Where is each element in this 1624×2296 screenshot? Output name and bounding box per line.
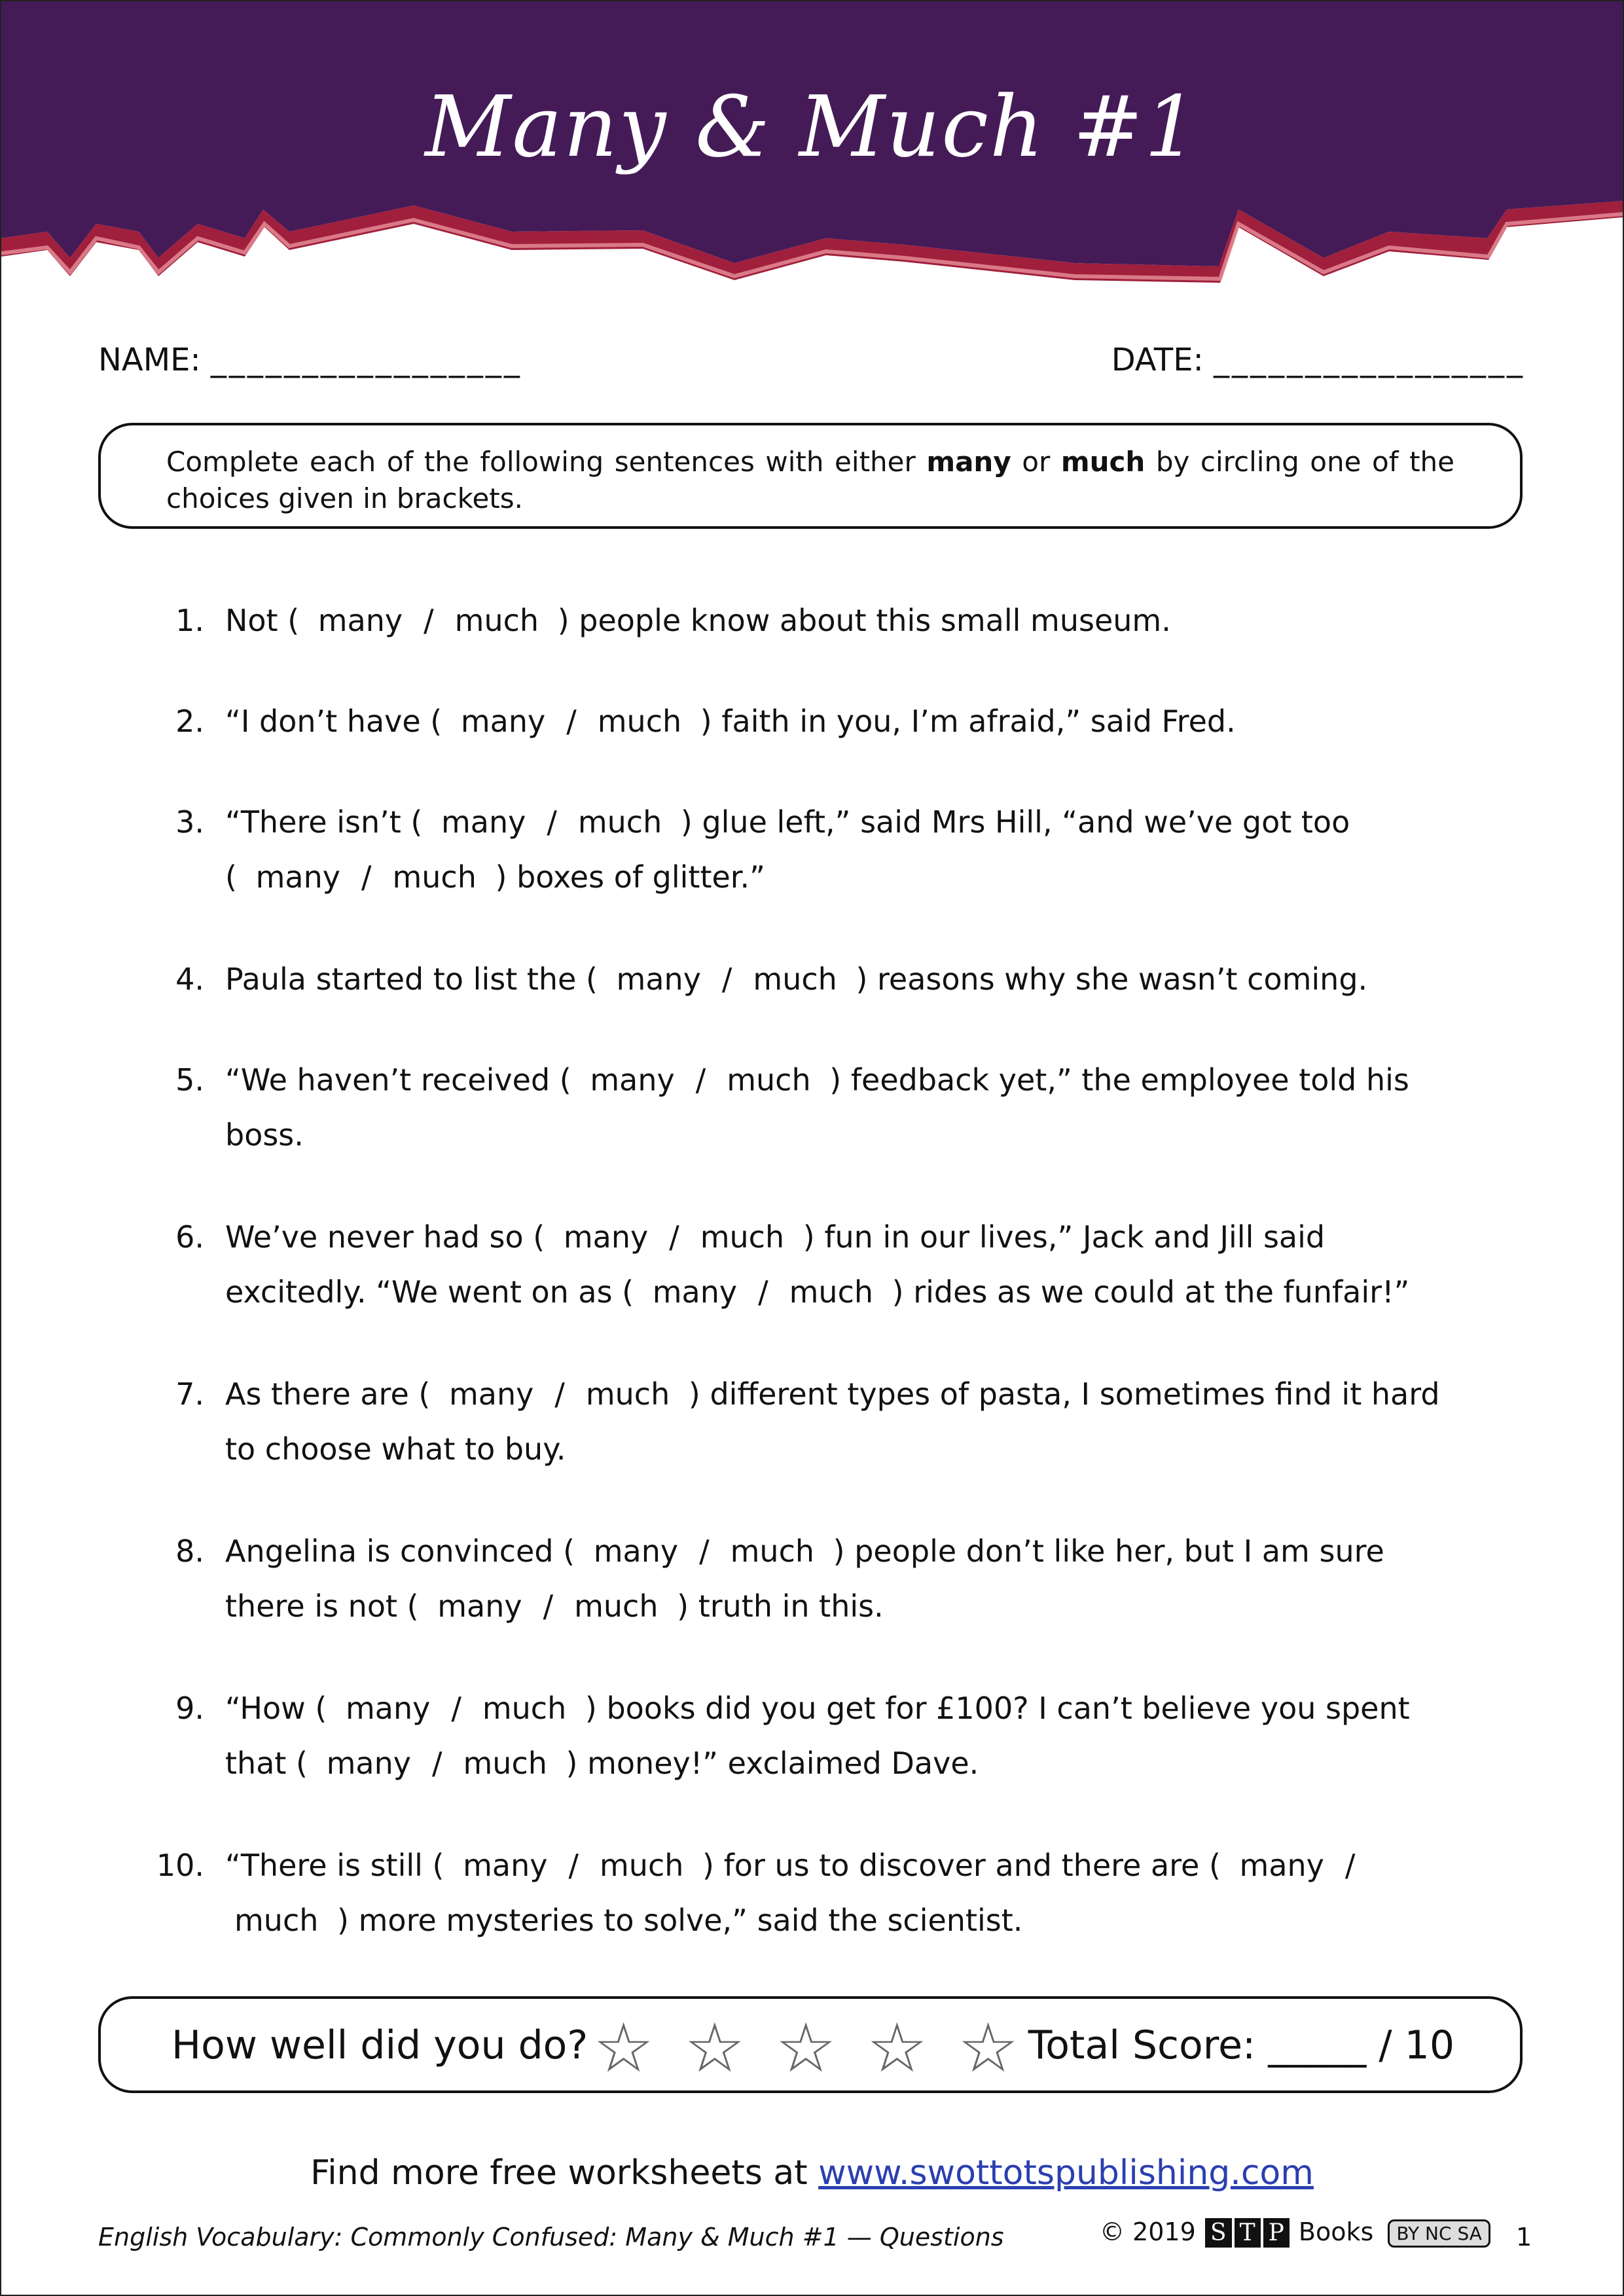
name-field[interactable]: _________________ — [210, 342, 522, 378]
choice-separator: / — [758, 1274, 768, 1310]
question-line — [225, 1736, 1508, 1791]
website-link[interactable]: www.swottotspublishing.com — [818, 2153, 1314, 2193]
sentence-text: “There is still ( — [225, 1848, 454, 1883]
sentence-text: ) different types of pasta, I sometimes find it hard — [679, 1376, 1440, 1412]
question-text — [225, 694, 1508, 749]
question-line — [225, 694, 1508, 749]
sentence-text: ) books did you get for £100? I can’t believe you spent — [575, 1691, 1410, 1726]
choice-separator: / — [1344, 1848, 1356, 1883]
instructions-or: or — [1011, 446, 1061, 478]
sentence-text: there is not ( — [225, 1588, 429, 1624]
sentence-text: “There isn’t ( — [225, 804, 432, 840]
sentence-text: “I don’t have ( — [225, 704, 452, 739]
sentence-text: ) rides as we could at the funfair!” — [882, 1274, 1410, 1310]
choice-separator: / — [361, 859, 372, 895]
sentence-text: ) reasons why she wasn’t coming. — [846, 961, 1368, 997]
question-line — [225, 1681, 1508, 1736]
instructions-word-many: many — [926, 446, 1011, 478]
choice-many[interactable]: many — [317, 603, 403, 638]
question-text — [225, 1052, 1508, 1162]
sentence-text: “How ( — [225, 1691, 336, 1726]
choice-much[interactable]: much — [597, 704, 682, 739]
sentence-text: that ( — [225, 1746, 317, 1781]
sentence-text: ) people don’t like her, but I am sure — [823, 1534, 1384, 1569]
sentence-text: ) money!” exclaimed Dave. — [556, 1746, 979, 1781]
sentence-text: excitedly. “We went on as ( — [225, 1274, 643, 1310]
question-number: 6. — [175, 1219, 204, 1255]
question-line — [225, 1265, 1508, 1319]
sentence-text: ( — [225, 859, 247, 895]
score-prompt: How well did you do? — [171, 2022, 588, 2068]
question-number: 3. — [175, 804, 204, 840]
sentence-text: ) glue left,” said Mrs Hill, “and we’ve got too — [671, 804, 1350, 840]
choice-separator: / — [431, 1746, 442, 1781]
sentence-text: Angelina is convinced ( — [225, 1534, 585, 1569]
footer-brand — [1100, 2217, 1490, 2248]
sentence-text: ) feedback yet,” the employee told his — [820, 1062, 1409, 1098]
question-line — [225, 1893, 1508, 1948]
footer-books: Books — [1298, 2217, 1374, 2246]
license-icon: BY NC SA — [1388, 2219, 1490, 2248]
sentence-text: Not ( — [225, 603, 309, 638]
sentence-text: ) fun in our lives,” Jack and Jill said — [793, 1219, 1326, 1255]
instructions-word-much: much — [1060, 446, 1146, 478]
choice-separator: / — [721, 961, 732, 997]
logo-s: S — [1205, 2218, 1232, 2248]
question-line — [225, 1579, 1508, 1634]
choice-much[interactable]: much — [454, 603, 539, 638]
choice-many[interactable]: many — [1239, 1848, 1324, 1883]
date-group — [1111, 342, 1525, 378]
sentence-text: boss. — [225, 1117, 304, 1153]
sentence-text: “We haven’t received ( — [225, 1062, 581, 1098]
choice-separator: / — [669, 1219, 679, 1255]
sentence-text: As there are ( — [225, 1376, 440, 1412]
choice-separator: / — [547, 804, 557, 840]
choice-many[interactable]: many — [448, 1376, 534, 1412]
choice-many[interactable]: many — [593, 1534, 679, 1569]
question-text — [225, 1524, 1508, 1634]
choice-much[interactable]: much — [482, 1691, 567, 1726]
choice-much[interactable]: much — [234, 1903, 319, 1938]
choice-separator: / — [543, 1588, 554, 1624]
choice-many[interactable]: many — [326, 1746, 411, 1781]
question-line — [225, 850, 1508, 905]
choice-many[interactable]: many — [652, 1274, 738, 1310]
choice-much[interactable]: much — [574, 1588, 659, 1624]
choice-many[interactable]: many — [437, 1588, 522, 1624]
more-text: Find more free worksheets at — [310, 2153, 819, 2193]
question-text — [225, 1681, 1508, 1791]
choice-much[interactable]: much — [577, 804, 662, 840]
choice-separator: / — [699, 1534, 710, 1569]
name-label: NAME: — [98, 342, 201, 378]
choice-separator: / — [566, 704, 577, 739]
question-text — [225, 795, 1508, 905]
instructions-text: Complete each of the following sentences with either — [166, 446, 927, 478]
question-text — [225, 593, 1508, 648]
question-line — [225, 593, 1508, 648]
question-number: 8. — [175, 1534, 204, 1569]
question-number: 7. — [175, 1376, 204, 1412]
choice-many[interactable]: many — [460, 704, 546, 739]
question-line — [225, 1524, 1508, 1579]
question-line — [225, 1838, 1508, 1893]
sentence-text: ) faith in you, I’m afraid,” said Fred. — [691, 704, 1236, 739]
question-text — [225, 1210, 1508, 1319]
choice-much[interactable]: much — [789, 1274, 874, 1310]
choice-separator: / — [424, 603, 434, 638]
choice-many[interactable]: many — [590, 1062, 675, 1098]
sentence-text: ) for us to discover and there are ( — [693, 1848, 1231, 1883]
rating-stars[interactable]: ☆☆☆☆☆ — [593, 2008, 1049, 2088]
choice-much[interactable]: much — [727, 1062, 811, 1098]
choice-many[interactable]: many — [616, 961, 701, 997]
choice-separator: / — [451, 1691, 461, 1726]
sentence-text: to choose what to buy. — [225, 1431, 566, 1467]
choice-much[interactable]: much — [700, 1219, 785, 1255]
question-number: 2. — [175, 704, 204, 739]
choice-many[interactable]: many — [563, 1219, 649, 1255]
question-line — [225, 952, 1508, 1007]
choice-much[interactable]: much — [753, 961, 837, 997]
sentence-text: ) truth in this. — [667, 1588, 884, 1624]
choice-separator: / — [554, 1376, 565, 1412]
sentence-text: Paula started to list the ( — [225, 961, 607, 997]
question-number: 4. — [175, 961, 204, 997]
question-line — [225, 1422, 1508, 1477]
question-number: 1. — [175, 603, 204, 638]
footer-series: English Vocabulary: Commonly Confused: Many & Much #1 — Questions — [98, 2223, 1004, 2251]
footer-copyright: © 2019 — [1100, 2217, 1196, 2246]
choice-much[interactable]: much — [463, 1746, 547, 1781]
choice-much[interactable]: much — [585, 1376, 670, 1412]
question-text — [225, 1367, 1508, 1477]
question-number: 10. — [156, 1848, 204, 1883]
question-line — [225, 1367, 1508, 1422]
date-label: DATE: — [1111, 342, 1204, 378]
question-line — [225, 1107, 1508, 1162]
choice-much[interactable]: much — [392, 859, 477, 895]
choice-separator: / — [695, 1062, 706, 1098]
logo-t: T — [1235, 2218, 1261, 2248]
question-line — [225, 1052, 1508, 1107]
question-text — [225, 1838, 1508, 1948]
choice-many[interactable]: many — [463, 1848, 548, 1883]
name-date-row — [98, 342, 1525, 378]
question-text — [225, 952, 1508, 1007]
page-number: 1 — [1516, 2223, 1532, 2251]
choice-much[interactable]: much — [600, 1848, 684, 1883]
sentence-text: ) people know about this small museum. — [548, 603, 1171, 638]
logo-p: P — [1263, 2218, 1290, 2248]
date-field[interactable]: _________________ — [1214, 342, 1525, 378]
choice-many[interactable]: many — [255, 859, 340, 895]
question-number: 5. — [175, 1062, 204, 1098]
question-line — [225, 1210, 1508, 1265]
choice-many[interactable]: many — [345, 1691, 431, 1726]
choice-much[interactable]: much — [730, 1534, 815, 1569]
instructions-text-end: by circling one of the choices given in brackets. — [166, 446, 1454, 514]
total-score: Total Score: _____ / 10 — [1028, 2022, 1454, 2068]
worksheet-title: Many & Much #1 — [425, 79, 1199, 176]
sentence-text: ) more mysteries to solve,” said the scientist. — [327, 1903, 1023, 1938]
more-worksheets — [0, 2153, 1624, 2193]
question-number: 9. — [175, 1691, 204, 1726]
choice-separator: / — [568, 1848, 579, 1883]
sentence-text: We’ve never had so ( — [225, 1219, 554, 1255]
instructions-box — [98, 423, 1523, 529]
sentence-text: ) boxes of glitter.” — [485, 859, 765, 895]
choice-many[interactable]: many — [441, 804, 526, 840]
score-box — [98, 1996, 1523, 2093]
question-line — [225, 795, 1508, 850]
